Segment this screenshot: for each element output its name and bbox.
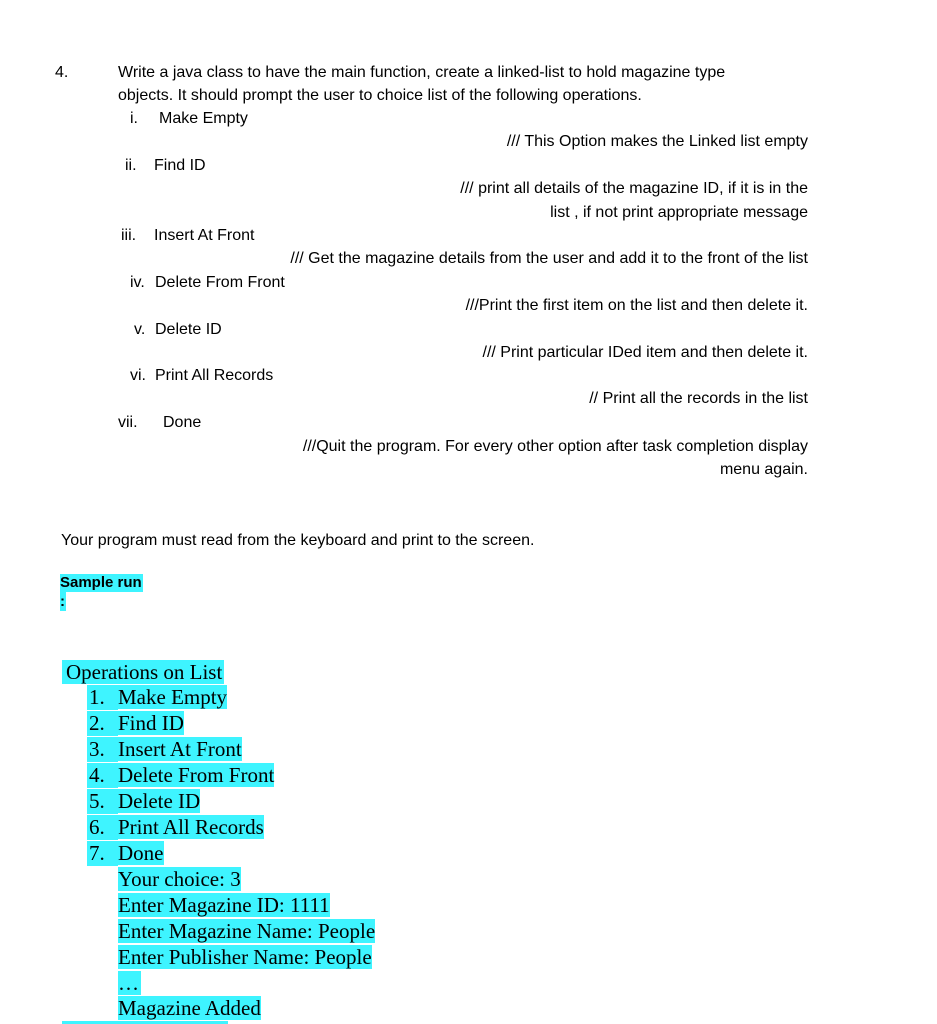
- menu-item-number: 7.: [87, 841, 118, 866]
- menu-item: [87, 711, 184, 736]
- sample-run-heading: [60, 573, 143, 611]
- option-label: Delete From Front: [155, 274, 285, 291]
- menu-title: Operations on List: [62, 660, 224, 685]
- menu-item-label: Print All Records: [118, 815, 264, 839]
- menu-item: [87, 815, 264, 840]
- menu-item-label: Find ID: [118, 711, 184, 735]
- option-comment: // Print all the records in the list: [589, 390, 808, 407]
- option-comment: list , if not print appropriate message: [550, 204, 808, 221]
- option-label: Make Empty: [159, 110, 248, 127]
- option-numeral: vi.: [130, 367, 146, 384]
- menu-item: [87, 737, 242, 762]
- menu-item: [87, 789, 200, 814]
- menu-item-label: Delete From Front: [118, 763, 275, 787]
- option-numeral: iv.: [130, 274, 145, 291]
- option-comment: /// print all details of the magazine ID, if it is in the: [460, 180, 808, 197]
- sample-run-colon: :: [60, 593, 65, 610]
- console-line: Enter Publisher Name: People: [118, 945, 372, 969]
- option-delete-id: [134, 320, 222, 340]
- console-line: …: [118, 971, 139, 995]
- menu-item: [87, 685, 227, 710]
- io-note: Your program must read from the keyboard and print to the screen.: [61, 532, 535, 549]
- menu-item-number: 2.: [87, 711, 118, 736]
- console-line: Enter Magazine ID: 1111: [118, 893, 330, 917]
- menu-item-label: Make Empty: [118, 685, 228, 709]
- option-label: Find ID: [154, 157, 206, 174]
- menu-item-number: 3.: [87, 737, 118, 762]
- question-number: 4.: [55, 64, 69, 81]
- menu-item-number: 1.: [87, 685, 118, 710]
- option-insert-at-front: [121, 226, 254, 246]
- option-comment: /// Get the magazine details from the user and add it to the front of the list: [290, 250, 808, 267]
- console-line: Magazine Added: [118, 996, 261, 1020]
- option-comment: /// This Option makes the Linked list empty: [506, 133, 808, 150]
- sample-run-label: Sample run: [60, 574, 142, 591]
- menu-item-number: 6.: [87, 815, 118, 840]
- option-label: Delete ID: [155, 321, 222, 338]
- console-line: Enter Magazine Name: People: [118, 919, 376, 943]
- option-print-all-records: [130, 366, 273, 386]
- menu-item-label: Delete ID: [118, 789, 201, 813]
- option-comment: /// Print particular IDed item and then delete it.: [482, 344, 808, 361]
- menu-item-number: 4.: [87, 763, 118, 788]
- option-label: Done: [163, 414, 202, 431]
- option-numeral: i.: [130, 110, 138, 127]
- menu-item-label: Done: [118, 841, 164, 865]
- option-comment: menu again.: [719, 461, 808, 478]
- menu-item-label: Insert At Front: [118, 737, 242, 761]
- question-intro-line-2: objects. It should prompt the user to choice list of the following operations.: [118, 87, 642, 104]
- question-intro-line-1: Write a java class to have the main function, create a linked-list to hold magazine type: [118, 64, 726, 81]
- option-label: Insert At Front: [154, 227, 255, 244]
- option-comment: ///Print the first item on the list and then delete it.: [465, 297, 808, 314]
- option-numeral: v.: [134, 321, 146, 338]
- option-numeral: iii.: [121, 227, 137, 244]
- option-numeral: vii.: [118, 414, 138, 431]
- menu-item-number: 5.: [87, 789, 118, 814]
- option-make-empty: [130, 109, 248, 129]
- console-line: Your choice: 3: [118, 867, 241, 891]
- option-find-id: [125, 156, 206, 176]
- option-delete-from-front: [130, 273, 285, 293]
- option-numeral: ii.: [125, 157, 137, 174]
- option-done: [118, 413, 201, 433]
- option-label: Print All Records: [155, 367, 274, 384]
- menu-item: [87, 841, 164, 866]
- option-comment: ///Quit the program. For every other option after task completion display: [302, 438, 808, 455]
- menu-item: [87, 763, 274, 788]
